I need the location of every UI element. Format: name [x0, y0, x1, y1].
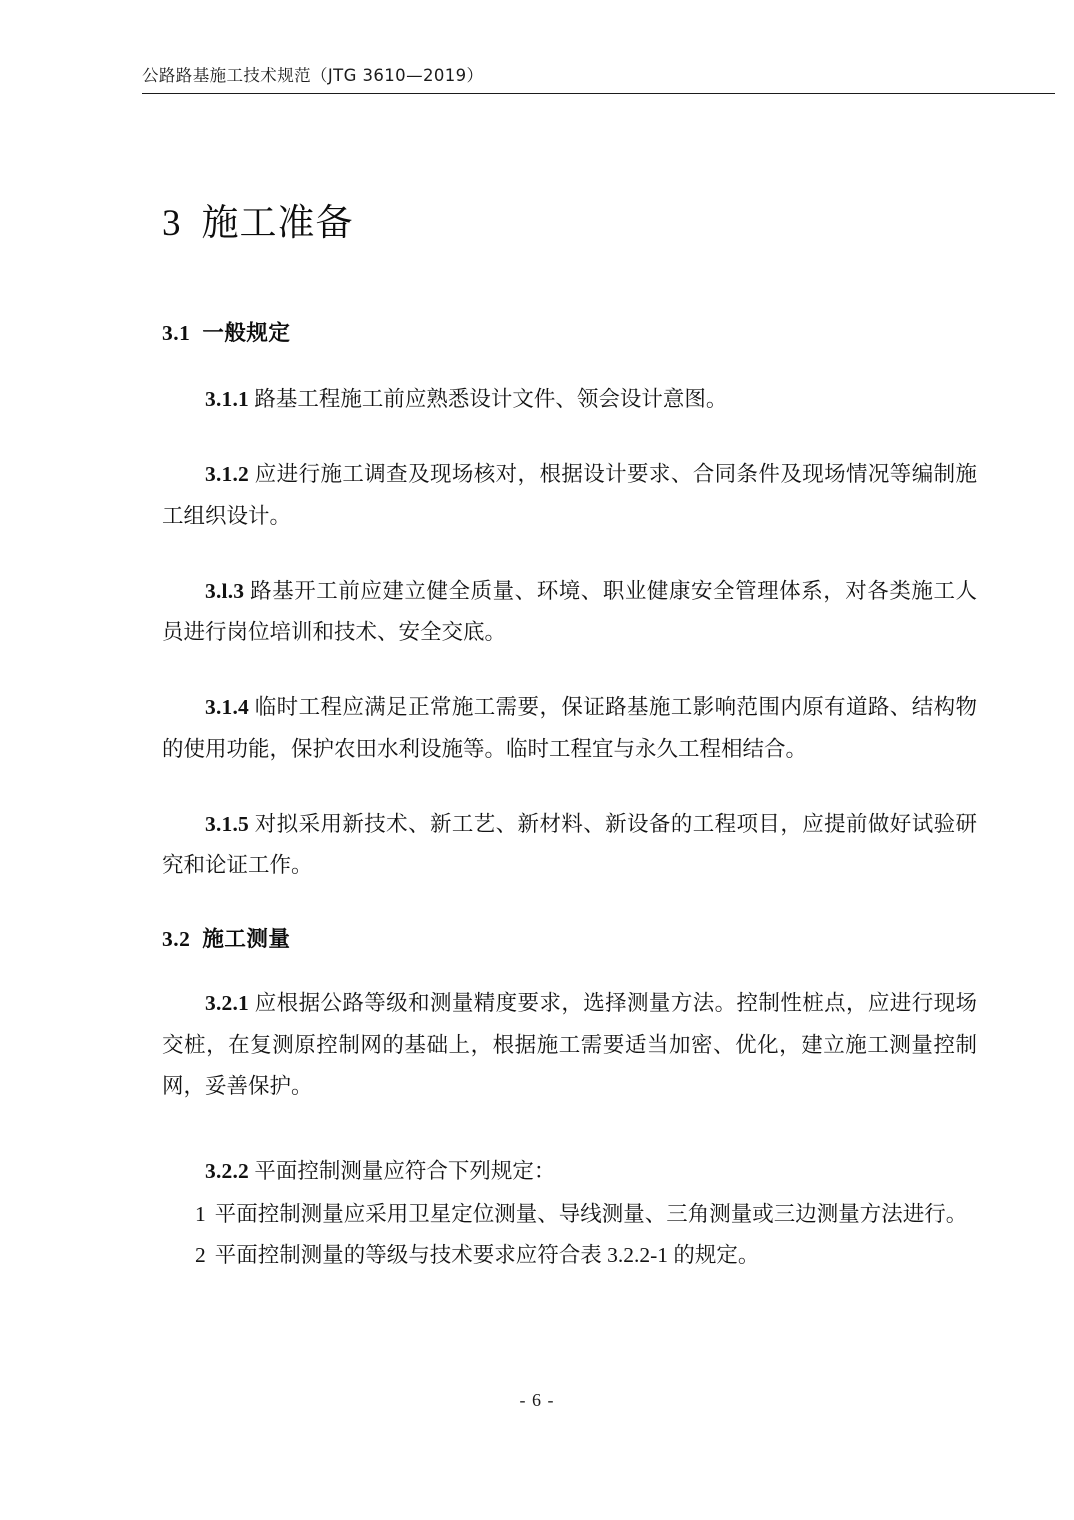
section-number: 3.1 — [162, 321, 191, 345]
spacer — [162, 653, 977, 687]
clause-3-1-4 — [162, 687, 977, 770]
clause-label: 3.1.4 — [205, 695, 249, 720]
clause-text: 路基工程施工前应熟悉设计文件、领会设计意图。 — [254, 387, 728, 411]
header-divider — [142, 93, 1055, 94]
header-title: 公路路基施工技术规范（JTG 3610—2019） — [142, 66, 484, 85]
clause-label: 3.l.3 — [205, 578, 245, 603]
section-title: 一般规定 — [202, 321, 291, 345]
spacer — [162, 246, 977, 316]
clause-text: 应进行施工调查及现场核对，根据设计要求、合同条件及现场情况等编制施工组织设计。 — [162, 462, 977, 528]
spacer — [162, 1107, 977, 1151]
subitem-2 — [162, 1235, 977, 1276]
section-number: 3.2 — [162, 927, 191, 952]
subitem-text: 平面控制测量的等级与技术要求应符合表 3.2.2-1 的规定。 — [214, 1243, 760, 1268]
chapter-title — [162, 170, 977, 246]
clause-3-1-1 — [162, 379, 977, 420]
spacer — [162, 537, 977, 571]
clause-3-1-3 — [162, 571, 977, 654]
subitem-text: 平面控制测量应采用卫星定位测量、导线测量、三角测量或三边测量方法进行。 — [214, 1202, 968, 1227]
page-body — [162, 170, 977, 1276]
chapter-title-text: 施工准备 — [201, 203, 354, 244]
clause-label: 3.2.2 — [205, 1159, 249, 1184]
subitem-1 — [162, 1194, 977, 1235]
spacer — [162, 420, 977, 454]
section-heading-3-2 — [162, 922, 977, 953]
spacer — [162, 953, 977, 983]
clause-3-1-5 — [162, 804, 977, 887]
page-header — [142, 62, 1055, 102]
clause-text: 平面控制测量应符合下列规定： — [254, 1159, 556, 1184]
spacer — [162, 770, 977, 804]
chapter-number: 3 — [162, 203, 182, 244]
clause-label: 3.1.2 — [205, 462, 249, 487]
clause-label: 3.1.5 — [205, 811, 249, 836]
clause-3-1-2 — [162, 454, 977, 537]
clause-text: 对拟采用新技术、新工艺、新材料、新设备的工程项目，应提前做好试验研究和论证工作。 — [162, 811, 977, 878]
section-title: 施工测量 — [202, 927, 291, 952]
clause-3-2-1 — [162, 983, 977, 1107]
clause-3-2-2 — [162, 1151, 977, 1192]
section-heading-3-1 — [162, 316, 977, 347]
page-number: - 6 - — [519, 1390, 555, 1410]
clause-text: 临时工程应满足正常施工需要，保证路基施工影响范围内原有道路、结构物的使用功能，保护农田水利设施等。临时工程宜与永久工程相结合。 — [162, 695, 977, 761]
spacer — [162, 886, 977, 922]
spacer — [162, 347, 977, 379]
clause-text: 路基开工前应建立健全质量、环境、职业健康安全管理体系，对各类施工人员进行岗位培训和技术、安全交底。 — [162, 578, 977, 645]
clause-label: 3.2.1 — [205, 991, 249, 1016]
subitem-marker: 1 — [195, 1202, 206, 1227]
page-footer — [0, 1390, 1074, 1411]
clause-text: 应根据公路等级和测量精度要求，选择测量方法。控制性桩点，应进行现场交桩，在复测原控制网的基础上，根据施工需要适当加密、优化，建立施工测量控制网，妥善保护。 — [162, 991, 977, 1098]
subitem-marker: 2 — [195, 1243, 206, 1268]
clause-label: 3.1.1 — [205, 387, 249, 411]
